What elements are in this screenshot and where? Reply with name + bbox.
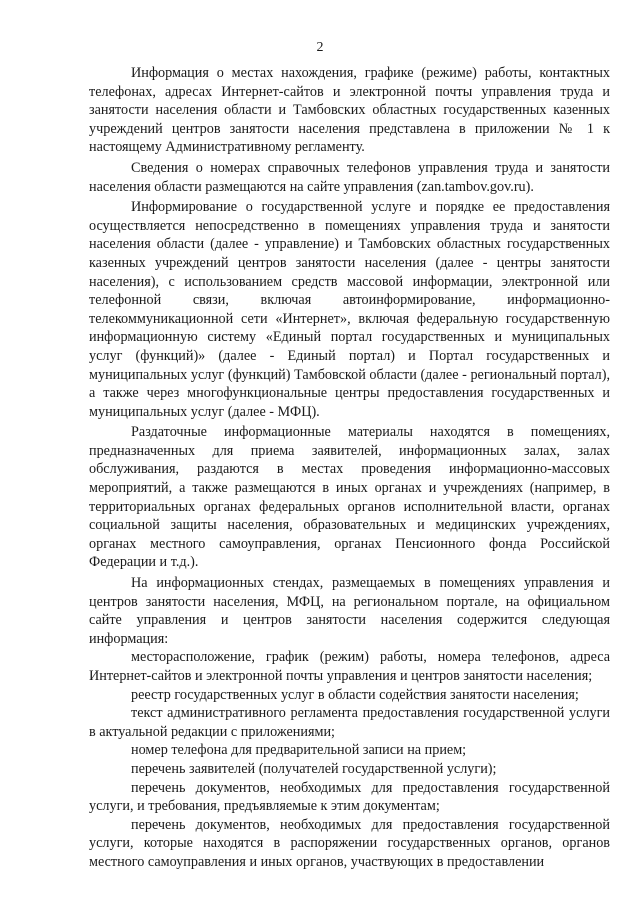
list-item-applicants: перечень заявителей (получателей государственной услуги); bbox=[131, 760, 497, 777]
paragraph-informing: Информирование о государственной услуге и порядке ее предоставления осуществляется непосредственно в помещениях управления труда и занятости населения области (далее - управление) и Тамбовских областных государственных казенных учреждений центров занятости населения (далее - центры занятости населения), с использованием средств массовой информации, электронной или телефонной связи, включая автоинформирование, информационно-телекоммуникационной сети «Интернет», включая федеральную государственную информационную систему «Единый портал государственных и муниципальных услуг (функций)» (далее - Единый портал) и Портал государственных и муниципальных услуг (функций) Тамбовской области (далее - региональный портал), а также через многофункциональные центры предоставления государственных и муниципальных услуг (далее - МФЦ). bbox=[89, 199, 610, 420]
list-item-regulation-text: текст административного регламента предоставления государственной услуги в актуальной редакции с приложениями; bbox=[89, 705, 610, 740]
list-item-documents: перечень документов, необходимых для предоставления государственной услуги, и требования, предъявляемые к этим документам; bbox=[89, 779, 610, 815]
paragraph-handouts: Раздаточные информационные материалы находятся в помещениях, предназначенных для приема заявителей, информационных залах, залах обслуживания, раздаются в местах проведения информационно-массовых мероприятий, а также размещаются в иных органах и учреждениях (например, в территориальных органах федеральных органов исполнительной власти, органах социальной защиты населения, образовательных и медицинских учреждениях, органах местного самоуправления, органах Пенсионного фонда Российской Федерации и т.д.). bbox=[89, 424, 610, 571]
page-number: 2 bbox=[316, 40, 324, 55]
paragraph-info-stands: На информационных стендах, размещаемых в помещениях управления и центров занятости населения, МФЦ, на региональном портале, на официальном сайте управления и центров занятости населения содержится следующая информация: bbox=[89, 575, 610, 647]
list-item-registry: реестр государственных услуг в области содействия занятости населения; bbox=[131, 686, 579, 703]
paragraph-phone-info: Сведения о номерах справочных телефонов управления труда и занятости населения области размещаются на сайте управления (zan.tambov.gov.ru). bbox=[89, 159, 610, 195]
list-item-location: месторасположение, график (режим) работы, номера телефонов, адреса Интернет-сайтов и электронной почты управления и центров занятости населения; bbox=[89, 649, 610, 684]
paragraph-location-info: Информация о местах нахождения, графике (режиме) работы, контактных телефонах, адресах Интернет-сайтов и электронной почты управления труда и занятости населения области и Тамбовских областных государственных казенных учреждений центров занятости населения представлена в приложении № 1 к настоящему Административному регламенту. bbox=[89, 65, 610, 156]
list-item-phone: номер телефона для предварительной записи на прием; bbox=[131, 742, 467, 759]
document-body bbox=[89, 64, 610, 872]
list-item-documents-agencies: перечень документов, необходимых для предоставления государственной услуги, которые находятся в распоряжении государственных органов, органов местного самоуправления и иных органов, участвующих в предоставлении bbox=[89, 816, 610, 870]
